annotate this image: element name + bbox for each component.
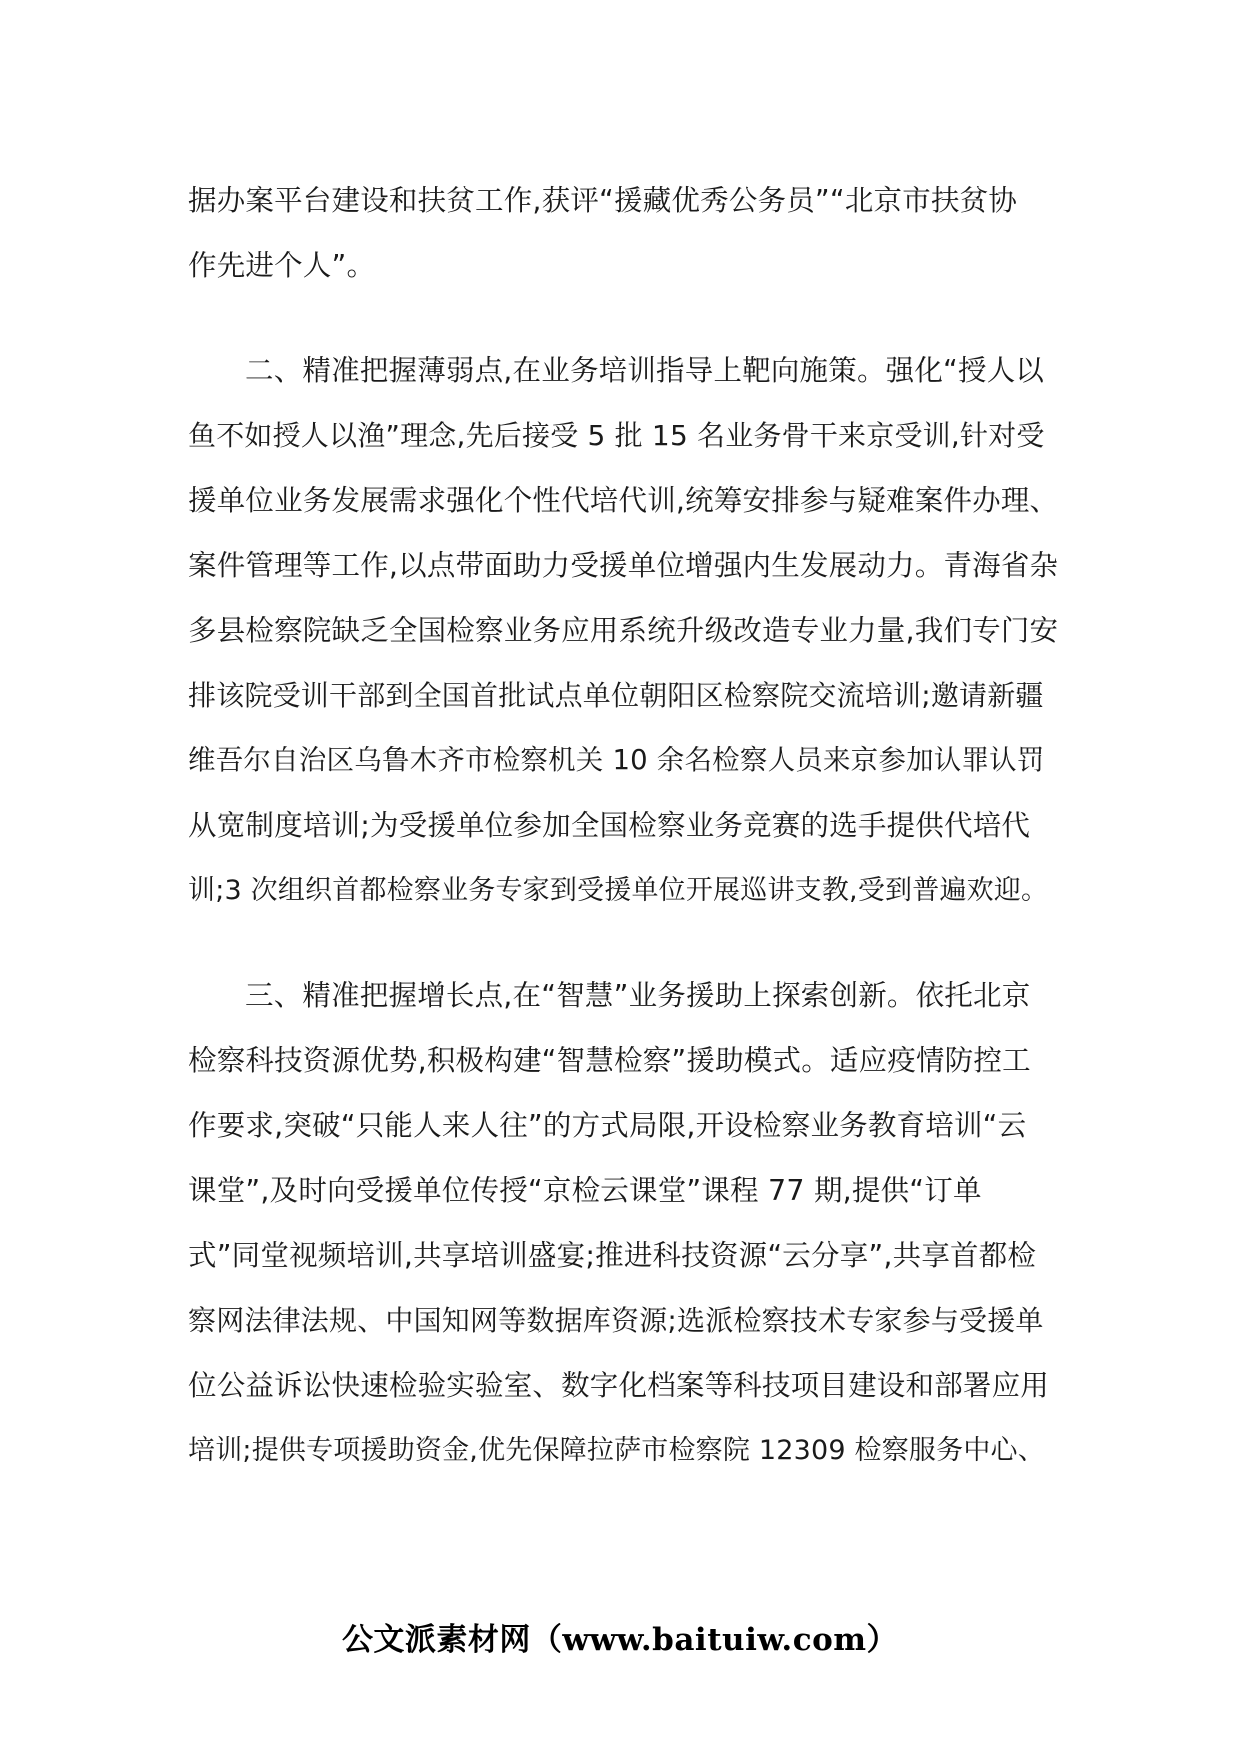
text-line: 位公益诉讼快速检验实验室、数字化档案等科技项目建设和部署应用 [188,1369,1050,1402]
document-body [188,168,1058,1483]
text-line: 案件管理等工作,以点带面助力受援单位增强内生发展动力。青海省杂 [188,549,1059,582]
text-line: 察网法律法规、中国知网等数据库资源;选派检察技术专家参与受援单 [188,1304,1044,1337]
text-line: 检察科技资源优势,积极构建“智慧检察”援助模式。适应疫情防控工 [188,1044,1031,1077]
text-line: 三、精准把握增长点,在“智慧”业务援助上探索创新。依托北京 [245,979,1031,1012]
paragraph-section-three [188,963,1058,1483]
text-line: 作要求,突破“只能人来人往”的方式局限,开设检察业务教育培训“云 [188,1109,1027,1142]
text-line: 排该院受训干部到全国首批试点单位朝阳区检察院交流培训;邀请新疆 [188,679,1044,712]
text-line: 作先进个人”。 [188,249,376,282]
text-line: 维吾尔自治区乌鲁木齐市检察机关 10 余名检察人员来京参加认罪认罚 [188,744,1045,776]
text-line: 鱼不如授人以渔”理念,先后接受 5 批 15 名业务骨干来京受训,针对受 [188,419,1045,452]
text-line: 训;3 次组织首都检察业务专家到受援单位开展巡讲支教,受到普遍欢迎。 [188,875,1049,906]
paragraph-continuation [188,168,1058,298]
text-line: 二、精准把握薄弱点,在业务培训指导上靶向施策。强化“授人以 [245,354,1045,387]
text-line: 培训;提供专项援助资金,优先保障拉萨市检察院 12309 检察服务中心、 [188,1435,1045,1466]
text-line: 据办案平台建设和扶贫工作,获评“援藏优秀公务员”“北京市扶贫协 [188,184,1018,217]
text-line: 多县检察院缺乏全国检察业务应用系统升级改造专业力量,我们专门安 [188,614,1059,647]
text-line: 课堂”,及时向受援单位传授“京检云课堂”课程 77 期,提供“订单 [188,1174,982,1207]
paragraph-section-two [188,338,1058,923]
footer-watermark-text: 公文派素材网（www.baituiw.com） [341,1622,899,1658]
text-line: 从宽制度培训;为受援单位参加全国检察业务竞赛的选手提供代培代 [188,809,1031,842]
text-line: 援单位业务发展需求强化个性代培代训,统筹安排参与疑难案件办理、 [188,484,1059,517]
text-line: 式”同堂视频培训,共享培训盛宴;推进科技资源“云分享”,共享首都检 [188,1239,1037,1272]
